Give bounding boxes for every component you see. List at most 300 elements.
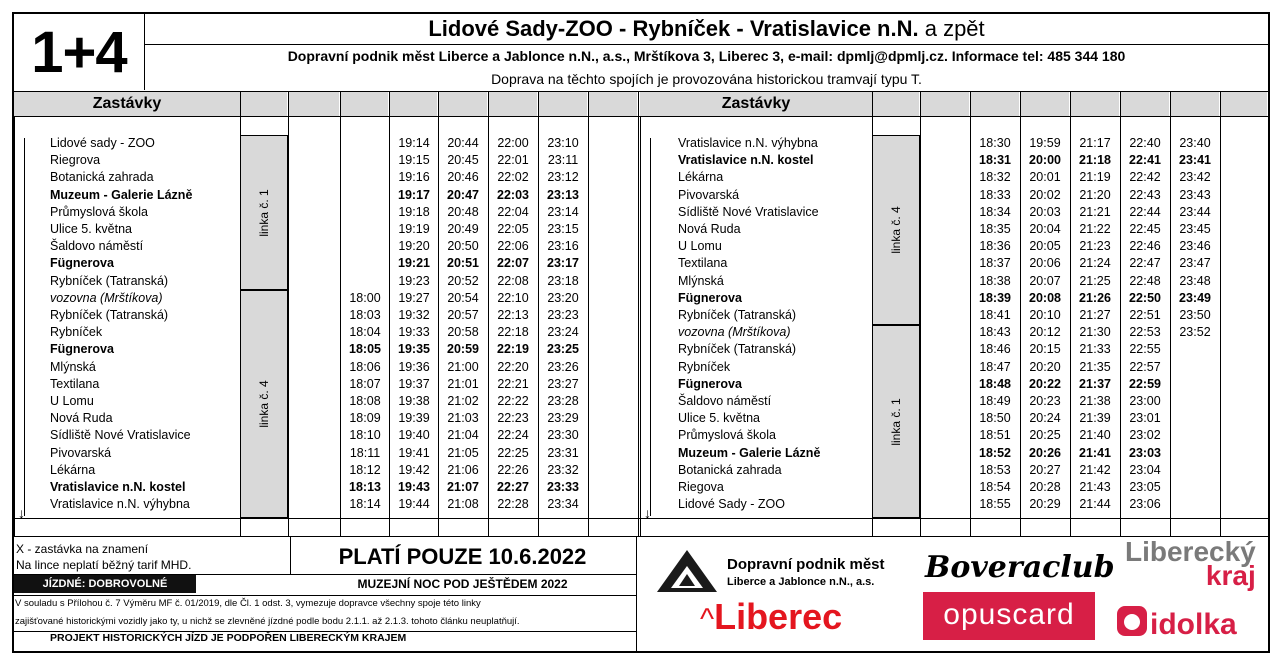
departure-time: 18:13 bbox=[349, 480, 381, 494]
divider bbox=[14, 116, 1268, 117]
departure-time: 20:26 bbox=[1029, 445, 1061, 460]
departure-time: 21:33 bbox=[1079, 342, 1111, 357]
line-box-bottom bbox=[872, 325, 920, 518]
stop-name: Botanická zahrada bbox=[50, 170, 154, 185]
departure-time: 21:38 bbox=[1079, 394, 1111, 408]
departure-time: 20:45 bbox=[447, 153, 479, 168]
dpmlj-logo bbox=[655, 548, 915, 596]
departure-time: 23:40 bbox=[1179, 136, 1211, 150]
stop-name: Fügnerova bbox=[678, 290, 742, 305]
departure-time: 21:22 bbox=[1079, 222, 1111, 236]
departure-time: 23:41 bbox=[1179, 153, 1211, 168]
title-suffix: a zpět bbox=[924, 16, 985, 41]
departure-time: 21:20 bbox=[1079, 187, 1111, 202]
departure-time: 21:35 bbox=[1079, 359, 1111, 374]
departure-time: 19:39 bbox=[398, 411, 430, 426]
departure-time: 21:41 bbox=[1079, 445, 1111, 460]
departure-time: 18:10 bbox=[349, 428, 381, 443]
departure-time: 23:30 bbox=[547, 428, 579, 443]
stop-name: vozovna (Mrštíkova) bbox=[678, 325, 791, 340]
departure-time: 20:59 bbox=[447, 342, 479, 357]
departure-time: 18:31 bbox=[979, 153, 1011, 168]
departure-time: 22:50 bbox=[1129, 290, 1161, 305]
departure-time: 20:44 bbox=[447, 136, 479, 150]
departure-time: 21:05 bbox=[447, 445, 479, 460]
boveraclub-logo: Boveraclub bbox=[925, 550, 1115, 585]
departure-time: 19:38 bbox=[398, 394, 430, 408]
stop-name: Rybníček bbox=[678, 359, 731, 374]
departure-time: 19:19 bbox=[398, 222, 430, 236]
departure-time: 23:18 bbox=[547, 273, 579, 288]
departure-time: 19:33 bbox=[398, 325, 430, 340]
departure-time: 21:07 bbox=[447, 480, 479, 494]
departure-time: 20:22 bbox=[1029, 376, 1061, 391]
departure-time: 18:55 bbox=[979, 497, 1011, 512]
header-cell bbox=[241, 92, 287, 116]
departure-time: 19:20 bbox=[398, 239, 430, 254]
project-note: PROJEKT HISTORICKÝCH JÍZD JE PODPOŘEN LIBERECKÝM KRAJEM bbox=[50, 632, 407, 644]
departure-time: 18:51 bbox=[979, 428, 1011, 443]
departure-time: 18:34 bbox=[979, 204, 1011, 219]
dpmlj-name-2: Liberce a Jablonce n.N., a.s. bbox=[727, 576, 875, 588]
departure-time: 18:00 bbox=[349, 290, 381, 305]
column-divider bbox=[288, 92, 289, 536]
departure-time: 23:03 bbox=[1129, 445, 1161, 460]
departure-time: 22:13 bbox=[497, 308, 529, 322]
departure-time: 21:24 bbox=[1079, 256, 1111, 271]
header-cell bbox=[1071, 92, 1119, 116]
departure-time: 21:23 bbox=[1079, 239, 1111, 254]
departure-time: 21:25 bbox=[1079, 273, 1111, 288]
departure-time: 23:33 bbox=[547, 480, 579, 494]
stops-header: Zastávky bbox=[721, 95, 791, 112]
stop-name: Vratislavice n.N. výhybna bbox=[50, 497, 190, 512]
departure-time: 20:00 bbox=[1029, 153, 1061, 168]
stop-name: Vratislavice n.N. kostel bbox=[50, 480, 186, 494]
stops-header: Zastávky bbox=[92, 95, 162, 112]
departure-time: 18:07 bbox=[349, 376, 381, 391]
departure-time: 23:32 bbox=[547, 462, 579, 477]
stop-name: Rybníček (Tatranská) bbox=[678, 342, 797, 357]
departure-time: 22:55 bbox=[1129, 342, 1161, 357]
departure-time: 22:06 bbox=[497, 239, 529, 254]
header-cell bbox=[971, 92, 1019, 116]
stop-name: Sídliště Nové Vratislavice bbox=[50, 428, 191, 443]
departure-time: 18:14 bbox=[349, 497, 381, 512]
event-name: MUZEJNÍ NOC POD JEŠTĚDEM 2022 bbox=[357, 577, 568, 591]
departure-time: 23:13 bbox=[547, 187, 579, 202]
arrow-down-icon: ↓ bbox=[18, 505, 25, 521]
stop-name: Ulice 5. května bbox=[678, 411, 760, 426]
departure-time: 23:48 bbox=[1179, 273, 1211, 288]
divider bbox=[14, 536, 1268, 537]
departure-time: 22:47 bbox=[1129, 256, 1161, 271]
line-box-top bbox=[240, 135, 288, 290]
departure-time: 23:15 bbox=[547, 222, 579, 236]
departure-time: 18:50 bbox=[979, 411, 1011, 426]
departure-time: 18:54 bbox=[979, 480, 1011, 494]
departure-time: 22:28 bbox=[497, 497, 529, 512]
divider bbox=[636, 536, 637, 653]
departure-time: 21:43 bbox=[1079, 480, 1111, 494]
departure-time: 21:00 bbox=[447, 359, 479, 374]
departure-time: 18:11 bbox=[349, 445, 381, 460]
departure-time: 19:40 bbox=[398, 428, 430, 443]
departure-time: 21:19 bbox=[1079, 170, 1111, 185]
departure-time: 18:37 bbox=[979, 256, 1011, 271]
departure-time: 20:03 bbox=[1029, 204, 1061, 219]
departure-time: 20:51 bbox=[447, 256, 479, 271]
departure-time: 22:10 bbox=[497, 290, 529, 305]
departure-time: 22:23 bbox=[497, 411, 529, 426]
departure-time: 20:08 bbox=[1029, 290, 1061, 305]
line-label: linka č. 1 bbox=[889, 397, 903, 446]
departure-time: 22:07 bbox=[497, 256, 529, 271]
departure-time: 20:01 bbox=[1029, 170, 1061, 185]
departure-time: 18:38 bbox=[979, 273, 1011, 288]
header-cell bbox=[489, 92, 537, 116]
departure-time: 23:06 bbox=[1129, 497, 1161, 512]
departure-time: 23:17 bbox=[547, 256, 579, 271]
departure-time: 23:27 bbox=[547, 376, 579, 391]
departure-time: 21:06 bbox=[447, 462, 479, 477]
stop-name: Fügnerova bbox=[678, 376, 742, 391]
departure-time: 23:52 bbox=[1179, 325, 1211, 340]
departure-time: 19:21 bbox=[398, 256, 430, 271]
line-label: linka č. 4 bbox=[889, 206, 903, 254]
stop-name: Sídliště Nové Vratislavice bbox=[678, 204, 819, 219]
departure-time: 20:23 bbox=[1029, 394, 1061, 408]
departure-time: 21:04 bbox=[447, 428, 479, 443]
departure-time: 23:43 bbox=[1179, 187, 1211, 202]
header-cell bbox=[1021, 92, 1069, 116]
departure-time: 19:15 bbox=[398, 153, 430, 168]
departure-time: 19:41 bbox=[398, 445, 430, 460]
stop-name: Ulice 5. května bbox=[50, 222, 132, 236]
stop-name: Mlýnská bbox=[678, 273, 724, 288]
departure-time: 20:07 bbox=[1029, 273, 1061, 288]
header-cell bbox=[1221, 92, 1267, 116]
stop-name: Nová Ruda bbox=[678, 222, 741, 236]
departure-time: 22:51 bbox=[1129, 308, 1161, 322]
header-cell bbox=[539, 92, 587, 116]
departure-time: 22:44 bbox=[1129, 204, 1161, 219]
departure-time: 22:24 bbox=[497, 428, 529, 443]
departure-time: 23:42 bbox=[1179, 170, 1211, 185]
departure-time: 23:16 bbox=[547, 239, 579, 254]
departure-time: 21:39 bbox=[1079, 411, 1111, 426]
departure-time: 22:48 bbox=[1129, 273, 1161, 288]
stop-name: vozovna (Mrštíkova) bbox=[50, 290, 163, 305]
departure-time: 23:25 bbox=[547, 342, 579, 357]
fare-badge: JÍZDNÉ: DOBROVOLNÉ bbox=[14, 575, 196, 593]
stop-name: Textilana bbox=[678, 256, 728, 271]
departure-time: 18:41 bbox=[979, 308, 1011, 322]
header-cell bbox=[589, 92, 637, 116]
stop-name: Průmyslová škola bbox=[50, 204, 148, 219]
idolka-logo: idolka bbox=[1150, 608, 1237, 641]
departure-time: 23:04 bbox=[1129, 462, 1161, 477]
departure-time: 23:01 bbox=[1129, 411, 1161, 426]
departure-time: 18:52 bbox=[979, 445, 1011, 460]
title-main: Lidové Sady-ZOO - Rybníček - Vratislavice n.N. bbox=[428, 16, 919, 41]
departure-time: 18:43 bbox=[979, 325, 1011, 340]
departure-time: 23:47 bbox=[1179, 256, 1211, 271]
departure-time: 21:01 bbox=[447, 376, 479, 391]
departure-time: 20:06 bbox=[1029, 256, 1061, 271]
stop-name: Lidové sady - ZOO bbox=[50, 136, 155, 150]
departure-time: 20:57 bbox=[447, 308, 479, 322]
departure-time: 21:17 bbox=[1079, 136, 1111, 150]
departure-time: 23:12 bbox=[547, 170, 579, 185]
stop-name: U Lomu bbox=[678, 239, 722, 254]
direction-arrow bbox=[24, 138, 25, 516]
line-box-top bbox=[872, 135, 920, 325]
header-cell bbox=[439, 92, 487, 116]
header-cell bbox=[1171, 92, 1219, 116]
departure-time: 19:36 bbox=[398, 359, 430, 374]
legal-text-2: zajišťované historickými vozidly jako ty, u nichž se zlevněné jízdné podle bodu 2.1.1. až 2.1.3. tohoto článku neuplatňují. bbox=[15, 616, 520, 627]
company-info: Dopravní podnik měst Liberce a Jablonce n.N., a.s., Mrštíkova 3, Liberec 3, e-mail: dpmlj@dpmlj.cz. Informace tel: 485 344 180 bbox=[287, 48, 1126, 64]
header-cell bbox=[921, 92, 969, 116]
departure-time: 21:08 bbox=[447, 497, 479, 512]
line-label: linka č. 4 bbox=[257, 380, 271, 428]
departure-time: 22:21 bbox=[497, 376, 529, 391]
departure-time: 20:24 bbox=[1029, 411, 1061, 426]
departure-time: 20:50 bbox=[447, 239, 479, 254]
divider bbox=[14, 595, 636, 596]
departure-time: 21:18 bbox=[1079, 153, 1111, 168]
footnote-tariff: Na lince neplatí běžný tarif MHD. bbox=[16, 558, 192, 572]
stop-name: Šaldovo náměstí bbox=[50, 239, 144, 254]
route-number: 1+4 bbox=[31, 19, 127, 85]
divider bbox=[14, 518, 1268, 519]
departure-time: 19:42 bbox=[398, 462, 430, 477]
departure-time: 21:26 bbox=[1079, 290, 1111, 305]
header-cell bbox=[1121, 92, 1169, 116]
stop-name: Šaldovo náměstí bbox=[678, 394, 772, 408]
page-title bbox=[145, 14, 1268, 44]
departure-time: 19:16 bbox=[398, 170, 430, 185]
departure-time: 19:35 bbox=[398, 342, 430, 357]
column-divider bbox=[638, 92, 639, 536]
departure-time: 18:46 bbox=[979, 342, 1011, 357]
departure-time: 23:00 bbox=[1129, 394, 1161, 408]
stop-name: Mlýnská bbox=[50, 359, 96, 374]
departure-time: 23:50 bbox=[1179, 308, 1211, 322]
stop-name: Riegova bbox=[678, 480, 724, 494]
departure-time: 22:46 bbox=[1129, 239, 1161, 254]
liberecky-kraj-logo bbox=[1125, 536, 1256, 591]
departure-time: 23:46 bbox=[1179, 239, 1211, 254]
departure-time: 18:32 bbox=[979, 170, 1011, 185]
departure-time: 19:17 bbox=[398, 187, 430, 202]
departure-time: 22:03 bbox=[497, 187, 529, 202]
departure-time: 22:26 bbox=[497, 462, 529, 477]
stop-name: Pivovarská bbox=[678, 187, 740, 202]
departure-time: 23:23 bbox=[547, 308, 579, 322]
departure-time: 19:23 bbox=[398, 273, 430, 288]
stop-name: Textilana bbox=[50, 376, 100, 391]
stop-name: Riegrova bbox=[50, 153, 101, 168]
departure-time: 19:37 bbox=[398, 376, 430, 391]
departure-time: 22:59 bbox=[1129, 376, 1161, 391]
departure-time: 20:25 bbox=[1029, 428, 1061, 443]
stop-name: Rybníček (Tatranská) bbox=[50, 273, 169, 288]
departure-time: 22:22 bbox=[497, 394, 529, 408]
departure-time: 20:12 bbox=[1029, 325, 1061, 340]
departure-time: 18:39 bbox=[979, 290, 1011, 305]
departure-time: 22:18 bbox=[497, 325, 529, 340]
kraj-text-2: kraj bbox=[1205, 560, 1256, 591]
departure-time: 21:44 bbox=[1079, 497, 1111, 512]
departure-time: 22:41 bbox=[1129, 153, 1161, 168]
idolka-icon bbox=[1115, 604, 1149, 638]
departure-time: 23:11 bbox=[547, 153, 579, 168]
departure-time: 21:21 bbox=[1079, 204, 1111, 219]
column-divider bbox=[1220, 92, 1221, 536]
stop-name: Průmyslová škola bbox=[678, 428, 776, 443]
header-cell bbox=[289, 92, 339, 116]
departure-time: 18:48 bbox=[979, 376, 1011, 391]
departure-time: 23:20 bbox=[547, 290, 579, 305]
departure-time: 21:30 bbox=[1079, 325, 1111, 340]
line-label: linka č. 1 bbox=[257, 188, 271, 237]
departure-time: 20:54 bbox=[447, 290, 479, 305]
stop-name: Muzeum - Galerie Lázně bbox=[678, 445, 821, 460]
departure-time: 20:28 bbox=[1029, 480, 1061, 494]
departure-time: 20:04 bbox=[1029, 222, 1061, 236]
stop-name: Rybníček (Tatranská) bbox=[50, 308, 169, 322]
header-cell bbox=[390, 92, 437, 116]
departure-time: 21:42 bbox=[1079, 462, 1111, 477]
stop-name: Rybníček bbox=[50, 325, 103, 340]
departure-time: 19:32 bbox=[398, 308, 430, 322]
departure-time: 18:06 bbox=[349, 359, 381, 374]
departure-time: 22:05 bbox=[497, 222, 529, 236]
departure-time: 20:52 bbox=[447, 273, 479, 288]
liberec-text: Liberec bbox=[714, 596, 843, 637]
departure-time: 18:12 bbox=[349, 462, 381, 477]
departure-time: 18:03 bbox=[349, 308, 381, 322]
departure-time: 19:43 bbox=[398, 480, 430, 494]
header-cell bbox=[873, 92, 919, 116]
line-box-bottom bbox=[240, 290, 288, 518]
stop-name: Lidové Sady - ZOO bbox=[678, 497, 785, 512]
departure-time: 21:40 bbox=[1079, 428, 1111, 443]
departure-time: 23:02 bbox=[1129, 428, 1161, 443]
departure-time: 23:34 bbox=[547, 497, 579, 512]
departure-time: 23:44 bbox=[1179, 204, 1211, 219]
departure-time: 23:26 bbox=[547, 359, 579, 374]
departure-time: 22:25 bbox=[497, 445, 529, 460]
departure-time: 21:02 bbox=[447, 394, 479, 408]
stop-name: Fügnerova bbox=[50, 342, 114, 357]
departure-time: 20:27 bbox=[1029, 462, 1061, 477]
departure-time: 19:14 bbox=[398, 136, 430, 150]
departure-time: 22:20 bbox=[497, 359, 529, 374]
service-info: Doprava na těchto spojích je provozována historickou tramvají typu T. bbox=[491, 71, 922, 87]
departure-time: 23:31 bbox=[547, 445, 579, 460]
departure-time: 22:43 bbox=[1129, 187, 1161, 202]
departure-time: 22:45 bbox=[1129, 222, 1161, 236]
departure-time: 23:14 bbox=[547, 204, 579, 219]
departure-time: 20:46 bbox=[447, 170, 479, 185]
departure-time: 20:05 bbox=[1029, 239, 1061, 254]
departure-time: 23:24 bbox=[547, 325, 579, 340]
header-cell bbox=[341, 92, 388, 116]
departure-time: 18:33 bbox=[979, 187, 1011, 202]
departure-time: 20:20 bbox=[1029, 359, 1061, 374]
departure-time: 22:57 bbox=[1129, 359, 1161, 374]
departure-time: 21:37 bbox=[1079, 376, 1111, 391]
departure-time: 20:58 bbox=[447, 325, 479, 340]
arrow-down-icon: ↓ bbox=[644, 505, 651, 521]
departure-time: 18:53 bbox=[979, 462, 1011, 477]
column-divider bbox=[920, 92, 921, 536]
departure-time: 23:05 bbox=[1129, 480, 1161, 494]
legal-text-1: V souladu s Přílohou č. 7 Výměru MF č. 01/2019, dle Čl. 1 odst. 3, vymezuje dopravce všechny spoje této linky bbox=[15, 598, 481, 609]
departure-time: 19:59 bbox=[1029, 136, 1061, 150]
departure-time: 18:08 bbox=[349, 394, 381, 408]
stop-name: Vratislavice n.N. kostel bbox=[678, 153, 814, 168]
departure-time: 18:47 bbox=[979, 359, 1011, 374]
departure-time: 22:08 bbox=[497, 273, 529, 288]
departure-time: 22:02 bbox=[497, 170, 529, 185]
stop-name: Lékárna bbox=[50, 462, 96, 477]
stop-name: Nová Ruda bbox=[50, 411, 113, 426]
column-divider bbox=[640, 92, 641, 536]
departure-time: 19:44 bbox=[398, 497, 430, 512]
liberec-logo bbox=[700, 596, 842, 638]
departure-time: 19:18 bbox=[398, 204, 430, 219]
departure-time: 18:49 bbox=[979, 394, 1011, 408]
departure-time: 22:00 bbox=[497, 136, 529, 150]
departure-time: 22:27 bbox=[497, 480, 529, 494]
departure-time: 20:47 bbox=[447, 187, 479, 202]
departure-time: 20:02 bbox=[1029, 187, 1061, 202]
stop-name: Pivovarská bbox=[50, 445, 112, 460]
departure-time: 18:36 bbox=[979, 239, 1011, 254]
stop-name: Muzeum - Galerie Lázně bbox=[50, 187, 193, 202]
stop-name: Vratislavice n.N. výhybna bbox=[678, 136, 818, 150]
departure-time: 21:03 bbox=[447, 411, 479, 426]
departure-time: 20:48 bbox=[447, 204, 479, 219]
departure-time: 18:05 bbox=[349, 342, 381, 357]
divider bbox=[144, 44, 1268, 45]
stop-name: Lékárna bbox=[678, 170, 724, 185]
departure-time: 20:10 bbox=[1029, 308, 1061, 322]
kraj-text-1: Liberecký bbox=[1125, 536, 1256, 567]
departure-time: 18:04 bbox=[349, 325, 381, 340]
departure-time: 23:10 bbox=[547, 136, 579, 150]
column-divider bbox=[14, 92, 15, 536]
direction-arrow bbox=[650, 138, 651, 516]
stop-name: Botanická zahrada bbox=[678, 462, 782, 477]
departure-time: 22:01 bbox=[497, 153, 529, 168]
opuscard-logo: opuscard bbox=[923, 592, 1095, 640]
departure-time: 20:49 bbox=[447, 222, 479, 236]
departure-time: 22:40 bbox=[1129, 136, 1161, 150]
departure-time: 22:53 bbox=[1129, 325, 1161, 340]
departure-time: 19:27 bbox=[398, 290, 430, 305]
departure-time: 23:45 bbox=[1179, 222, 1211, 236]
dpmlj-triangle-icon bbox=[655, 548, 719, 594]
caret-icon: ^ bbox=[700, 603, 715, 636]
departure-time: 21:27 bbox=[1079, 308, 1111, 322]
valid-date: PLATÍ POUZE 10.6.2022 bbox=[338, 544, 587, 569]
departure-time: 22:04 bbox=[497, 204, 529, 219]
